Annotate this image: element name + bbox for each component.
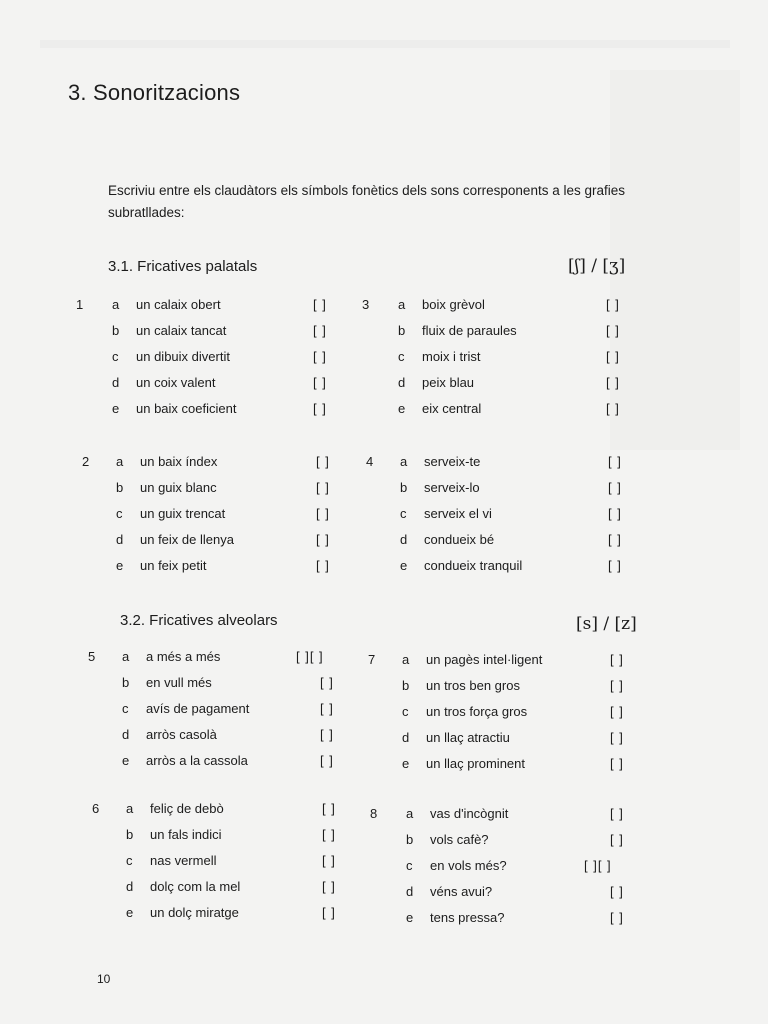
item-letter: e bbox=[402, 756, 410, 771]
item-phrase: un coix valent bbox=[136, 375, 216, 390]
answer-bracket[interactable]: [ ][ ] bbox=[584, 858, 612, 873]
item-letter: d bbox=[116, 532, 124, 547]
answer-bracket[interactable]: [ ] bbox=[320, 675, 334, 690]
item-phrase: un dolç miratge bbox=[150, 905, 239, 920]
item-phrase: un feix petit bbox=[140, 558, 207, 573]
exercise-item bbox=[400, 532, 720, 550]
answer-bracket[interactable]: [ ] bbox=[608, 506, 622, 521]
item-phrase: condueix tranquil bbox=[424, 558, 523, 573]
exercise-item bbox=[406, 858, 726, 876]
phonetic-symbols-alveolars: [s] / [z] bbox=[576, 614, 637, 634]
exercise-item bbox=[112, 297, 432, 315]
question-number: 2 bbox=[82, 454, 90, 469]
exercise-item bbox=[116, 454, 436, 472]
item-letter: b bbox=[122, 675, 130, 690]
answer-bracket[interactable]: [ ] bbox=[322, 879, 336, 894]
exercise-item bbox=[402, 704, 722, 722]
answer-bracket[interactable]: [ ] bbox=[610, 704, 624, 719]
answer-bracket[interactable]: [ ] bbox=[606, 349, 620, 364]
item-phrase: vols cafè? bbox=[430, 832, 489, 847]
exercise-item bbox=[116, 480, 436, 498]
item-phrase: un llaç prominent bbox=[426, 756, 525, 771]
exercise-item bbox=[112, 323, 432, 341]
item-letter: c bbox=[402, 704, 409, 719]
exercise-item bbox=[400, 558, 720, 576]
item-phrase: un llaç atractiu bbox=[426, 730, 510, 745]
answer-bracket[interactable]: [ ] bbox=[322, 853, 336, 868]
exercise-item bbox=[112, 375, 432, 393]
item-letter: b bbox=[116, 480, 124, 495]
item-letter: c bbox=[406, 858, 413, 873]
exercise-item bbox=[402, 730, 722, 748]
item-letter: d bbox=[112, 375, 120, 390]
exercise-item bbox=[112, 401, 432, 419]
answer-bracket[interactable]: [ ] bbox=[606, 401, 620, 416]
item-letter: a bbox=[116, 454, 124, 469]
item-letter: d bbox=[400, 532, 408, 547]
exercise-item bbox=[122, 727, 442, 745]
item-letter: e bbox=[398, 401, 406, 416]
exercise-item bbox=[126, 801, 446, 819]
answer-bracket[interactable]: [ ] bbox=[610, 678, 624, 693]
answer-bracket[interactable]: [ ] bbox=[316, 480, 330, 495]
exercise-item bbox=[122, 753, 442, 771]
show-through-edge bbox=[40, 40, 730, 48]
item-letter: c bbox=[122, 701, 129, 716]
exercise-item bbox=[112, 349, 432, 367]
section-heading-alveolars: 3.2. Fricatives alveolars bbox=[120, 612, 278, 629]
item-letter: b bbox=[400, 480, 408, 495]
answer-bracket[interactable]: [ ] bbox=[610, 730, 624, 745]
item-letter: d bbox=[126, 879, 134, 894]
item-letter: c bbox=[112, 349, 119, 364]
item-phrase: arròs casolà bbox=[146, 727, 217, 742]
item-phrase: peix blau bbox=[422, 375, 475, 390]
item-letter: a bbox=[112, 297, 120, 312]
question-number: 8 bbox=[370, 806, 378, 821]
answer-bracket[interactable]: [ ] bbox=[606, 323, 620, 338]
exercise-item bbox=[126, 879, 446, 897]
exercise-item bbox=[402, 678, 722, 696]
exercise-item bbox=[122, 649, 442, 667]
answer-bracket[interactable]: [ ] bbox=[610, 832, 624, 847]
item-letter: a bbox=[126, 801, 134, 816]
exercise-item bbox=[406, 806, 726, 824]
question-number: 4 bbox=[366, 454, 374, 469]
exercise-item bbox=[116, 506, 436, 524]
answer-bracket[interactable]: [ ] bbox=[316, 454, 330, 469]
answer-bracket[interactable]: [ ] bbox=[316, 506, 330, 521]
item-letter: a bbox=[122, 649, 130, 664]
item-phrase: un tros ben gros bbox=[426, 678, 520, 693]
answer-bracket[interactable]: [ ] bbox=[320, 727, 334, 742]
question-number: 6 bbox=[92, 801, 100, 816]
answer-bracket[interactable]: [ ] bbox=[610, 806, 624, 821]
item-letter: e bbox=[116, 558, 124, 573]
exercise-item bbox=[398, 349, 718, 367]
item-letter: a bbox=[400, 454, 408, 469]
item-letter: b bbox=[406, 832, 414, 847]
exercise-item bbox=[400, 480, 720, 498]
item-phrase: condueix bé bbox=[424, 532, 495, 547]
answer-bracket[interactable]: [ ] bbox=[313, 349, 327, 364]
answer-bracket[interactable]: [ ] bbox=[322, 827, 336, 842]
item-phrase: un dibuix divertit bbox=[136, 349, 230, 364]
item-phrase: un guix blanc bbox=[140, 480, 217, 495]
answer-bracket[interactable]: [ ] bbox=[606, 297, 620, 312]
item-phrase: serveix-lo bbox=[424, 480, 480, 495]
item-phrase: feliç de debò bbox=[150, 801, 224, 816]
item-phrase: a més a més bbox=[146, 649, 221, 664]
exercise-item bbox=[126, 853, 446, 871]
item-letter: a bbox=[406, 806, 414, 821]
question-number: 1 bbox=[76, 297, 84, 312]
exercise-item bbox=[400, 454, 720, 472]
item-phrase: fluix de paraules bbox=[422, 323, 517, 338]
item-phrase: un tros força gros bbox=[426, 704, 528, 719]
answer-bracket[interactable]: [ ] bbox=[320, 753, 334, 768]
answer-bracket[interactable]: [ ] bbox=[316, 558, 330, 573]
item-phrase: nas vermell bbox=[150, 853, 217, 868]
page-number: 10 bbox=[97, 972, 111, 986]
exercise-item bbox=[122, 701, 442, 719]
exercise-item bbox=[406, 884, 726, 902]
answer-bracket[interactable]: [ ][ ] bbox=[296, 649, 324, 664]
item-letter: a bbox=[402, 652, 410, 667]
item-phrase: serveix el vi bbox=[424, 506, 492, 521]
question-number: 5 bbox=[88, 649, 96, 664]
item-phrase: un fals indici bbox=[150, 827, 222, 842]
item-letter: d bbox=[122, 727, 130, 742]
item-phrase: tens pressa? bbox=[430, 910, 505, 925]
item-letter: b bbox=[398, 323, 406, 338]
exercise-item bbox=[398, 375, 718, 393]
phonetic-symbols-palatals: [ʃ] / [ʒ] bbox=[568, 256, 626, 276]
answer-bracket[interactable]: [ ] bbox=[316, 532, 330, 547]
answer-bracket[interactable]: [ ] bbox=[313, 375, 327, 390]
item-phrase: véns avui? bbox=[430, 884, 493, 899]
item-phrase: dolç com la mel bbox=[150, 879, 241, 894]
answer-bracket[interactable]: [ ] bbox=[608, 532, 622, 547]
exercise-item bbox=[402, 756, 722, 774]
item-phrase: avís de pagament bbox=[146, 701, 250, 716]
exercise-item bbox=[116, 558, 436, 576]
item-letter: b bbox=[402, 678, 410, 693]
answer-bracket[interactable]: [ ] bbox=[313, 297, 327, 312]
item-letter: d bbox=[398, 375, 406, 390]
answer-bracket[interactable]: [ ] bbox=[313, 323, 327, 338]
exercise-item bbox=[402, 652, 722, 670]
item-letter: e bbox=[406, 910, 414, 925]
item-phrase: eix central bbox=[422, 401, 482, 416]
answer-bracket[interactable]: [ ] bbox=[610, 756, 624, 771]
exercise-item bbox=[406, 832, 726, 850]
exercise-instruction: Escriviu entre els claudàtors els símbols fonètics dels sons corresponents a les grafies subratllades: bbox=[108, 183, 625, 220]
answer-bracket[interactable]: [ ] bbox=[322, 905, 336, 920]
item-letter: c bbox=[116, 506, 123, 521]
item-phrase: un pagès intel·ligent bbox=[426, 652, 543, 667]
exercise-item bbox=[398, 323, 718, 341]
item-phrase: un baix coeficient bbox=[136, 401, 237, 416]
exercise-item bbox=[116, 532, 436, 550]
answer-bracket[interactable]: [ ] bbox=[322, 801, 336, 816]
item-phrase: arròs a la cassola bbox=[146, 753, 248, 768]
item-letter: c bbox=[400, 506, 407, 521]
answer-bracket[interactable]: [ ] bbox=[610, 910, 624, 925]
item-phrase: vas d'incògnit bbox=[430, 806, 509, 821]
item-phrase: un baix índex bbox=[140, 454, 218, 469]
item-letter: c bbox=[126, 853, 133, 868]
item-phrase: un guix trencat bbox=[140, 506, 226, 521]
answer-bracket[interactable]: [ ] bbox=[610, 884, 624, 899]
item-phrase: un calaix obert bbox=[136, 297, 221, 312]
page-title: 3. Sonoritzacions bbox=[68, 80, 241, 105]
section-heading-palatals: 3.1. Fricatives palatals bbox=[108, 258, 258, 275]
item-phrase: serveix-te bbox=[424, 454, 481, 469]
exercise-item bbox=[398, 401, 718, 419]
item-letter: e bbox=[400, 558, 408, 573]
answer-bracket[interactable]: [ ] bbox=[320, 701, 334, 716]
item-letter: b bbox=[112, 323, 120, 338]
item-letter: d bbox=[406, 884, 414, 899]
answer-bracket[interactable]: [ ] bbox=[610, 652, 624, 667]
item-phrase: moix i trist bbox=[422, 349, 481, 364]
item-phrase: boix grèvol bbox=[422, 297, 485, 312]
item-phrase: un calaix tancat bbox=[136, 323, 227, 338]
answer-bracket[interactable]: [ ] bbox=[608, 558, 622, 573]
item-letter: e bbox=[126, 905, 134, 920]
answer-bracket[interactable]: [ ] bbox=[313, 401, 327, 416]
item-letter: e bbox=[122, 753, 130, 768]
exercise-item bbox=[400, 506, 720, 524]
exercise-item bbox=[122, 675, 442, 693]
item-phrase: un feix de llenya bbox=[140, 532, 234, 547]
question-number: 3 bbox=[362, 297, 370, 312]
item-letter: b bbox=[126, 827, 134, 842]
answer-bracket[interactable]: [ ] bbox=[606, 375, 620, 390]
answer-bracket[interactable]: [ ] bbox=[608, 480, 622, 495]
item-letter: e bbox=[112, 401, 120, 416]
answer-bracket[interactable]: [ ] bbox=[608, 454, 622, 469]
exercise-item bbox=[126, 905, 446, 923]
item-letter: a bbox=[398, 297, 406, 312]
item-phrase: en vull més bbox=[146, 675, 212, 690]
exercise-item bbox=[126, 827, 446, 845]
item-letter: d bbox=[402, 730, 410, 745]
item-letter: c bbox=[398, 349, 405, 364]
item-phrase: en vols més? bbox=[430, 858, 507, 873]
exercise-item bbox=[398, 297, 718, 315]
exercise-item bbox=[406, 910, 726, 928]
show-through-shadow bbox=[610, 70, 740, 450]
question-number: 7 bbox=[368, 652, 376, 667]
